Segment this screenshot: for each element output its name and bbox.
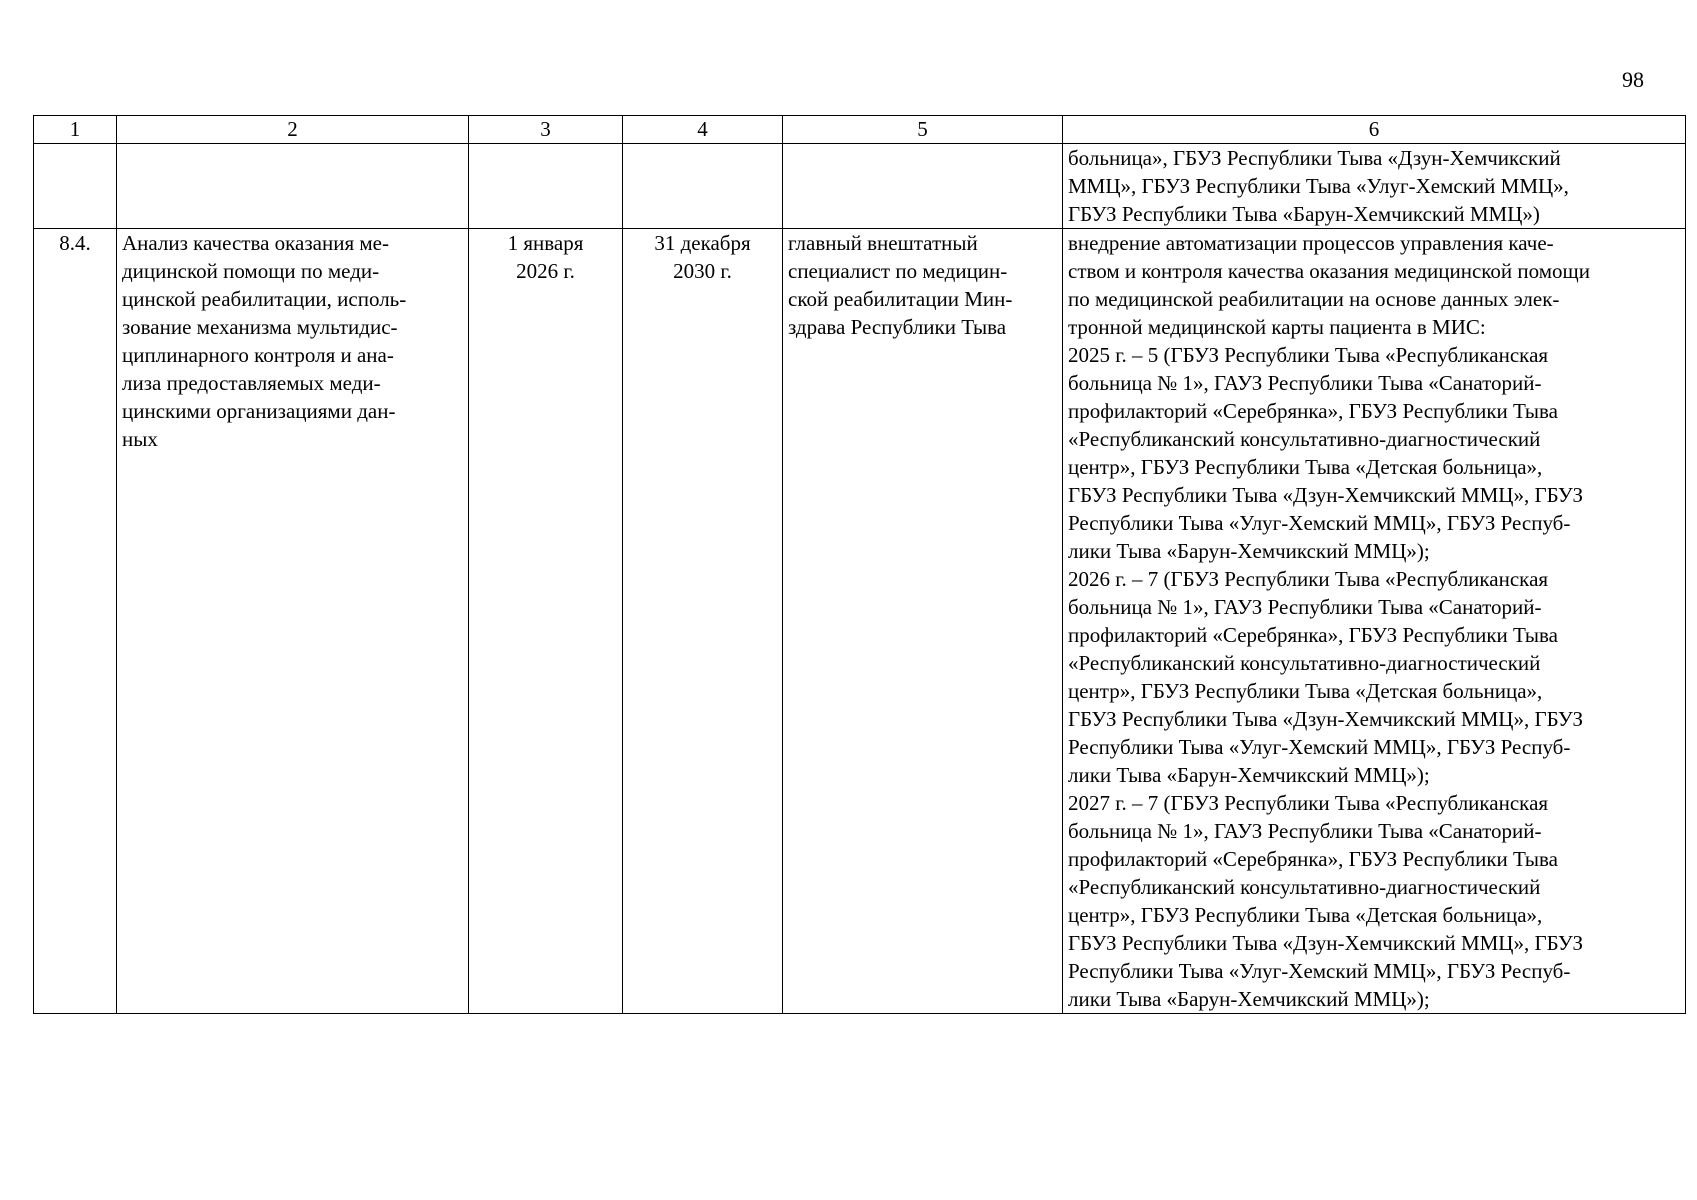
header-col-3: 3	[469, 116, 623, 144]
continuation-result-cell: больница», ГБУЗ Республики Тыва «Дзун-Хемчикский ММЦ», ГБУЗ Республики Тыва «Улуг-Хемский ММЦ», ГБУЗ Республики Тыва «Барун-Хемчикский ММЦ»)	[1063, 144, 1686, 229]
continuation-row	[34, 144, 1686, 229]
continuation-cell-5	[783, 144, 1063, 229]
continuation-cell-2	[117, 144, 469, 229]
continuation-cell-3	[469, 144, 623, 229]
page-number: 98	[1622, 67, 1644, 92]
row-number-cell: 8.4.	[34, 229, 117, 1014]
continuation-cell-1	[34, 144, 117, 229]
result-cell: внедрение автоматизации процессов управления каче- ством и контроля качества оказания медицинской помощи по медицинской реабилитации на основе данных элек- тронной медицинской карты пациента в МИС: 2025 г. – 5 (ГБУЗ Республики Тыва «Республиканская больница № 1», ГАУЗ Республики Тыва «Санаторий- профилакторий «Серебрянка», ГБУЗ Республики Тыва «Республиканский консультативно-диагностический центр», ГБУЗ Республики Тыва «Детская больница», ГБУЗ Республики Тыва «Дзун-Хемчикский ММЦ», ГБУЗ Республики Тыва «Улуг-Хемский ММЦ», ГБУЗ Респуб- лики Тыва «Барун-Хемчикский ММЦ»); 2026 г. – 7 (ГБУЗ Республики Тыва «Республиканская больница № 1», ГАУЗ Республики Тыва «Санаторий- профилакторий «Серебрянка», ГБУЗ Республики Тыва «Республиканский консультативно-диагностический центр», ГБУЗ Республики Тыва «Детская больница», ГБУЗ Республики Тыва «Дзун-Хемчикский ММЦ», ГБУЗ Республики Тыва «Улуг-Хемский ММЦ», ГБУЗ Респуб- лики Тыва «Барун-Хемчикский ММЦ»); 2027 г. – 7 (ГБУЗ Республики Тыва «Республиканская больница № 1», ГАУЗ Республики Тыва «Санаторий- профилакторий «Серебрянка», ГБУЗ Республики Тыва «Республиканский консультативно-диагностический центр», ГБУЗ Республики Тыва «Детская больница», ГБУЗ Республики Тыва «Дзун-Хемчикский ММЦ», ГБУЗ Республики Тыва «Улуг-Хемский ММЦ», ГБУЗ Респуб- лики Тыва «Барун-Хемчикский ММЦ»);	[1063, 229, 1686, 1014]
header-col-4: 4	[623, 116, 783, 144]
header-col-6: 6	[1063, 116, 1686, 144]
end-date-cell: 31 декабря 2030 г.	[623, 229, 783, 1014]
activity-name-cell: Анализ качества оказания ме- дицинской помощи по меди- цинской реабилитации, исполь- зование механизма мультидис- циплинарного контроля и ана- лиза предоставляемых меди- цинскими организациями дан- ных	[117, 229, 469, 1014]
responsible-cell: главный внештатный специалист по медицин- ской реабилитации Мин- здрава Республики Тыва	[783, 229, 1063, 1014]
header-col-5: 5	[783, 116, 1063, 144]
header-row	[34, 116, 1686, 144]
header-col-1: 1	[34, 116, 117, 144]
plan-table	[33, 115, 1686, 1014]
table-row-8-4	[34, 229, 1686, 1014]
header-col-2: 2	[117, 116, 469, 144]
start-date-cell: 1 января 2026 г.	[469, 229, 623, 1014]
continuation-cell-4	[623, 144, 783, 229]
